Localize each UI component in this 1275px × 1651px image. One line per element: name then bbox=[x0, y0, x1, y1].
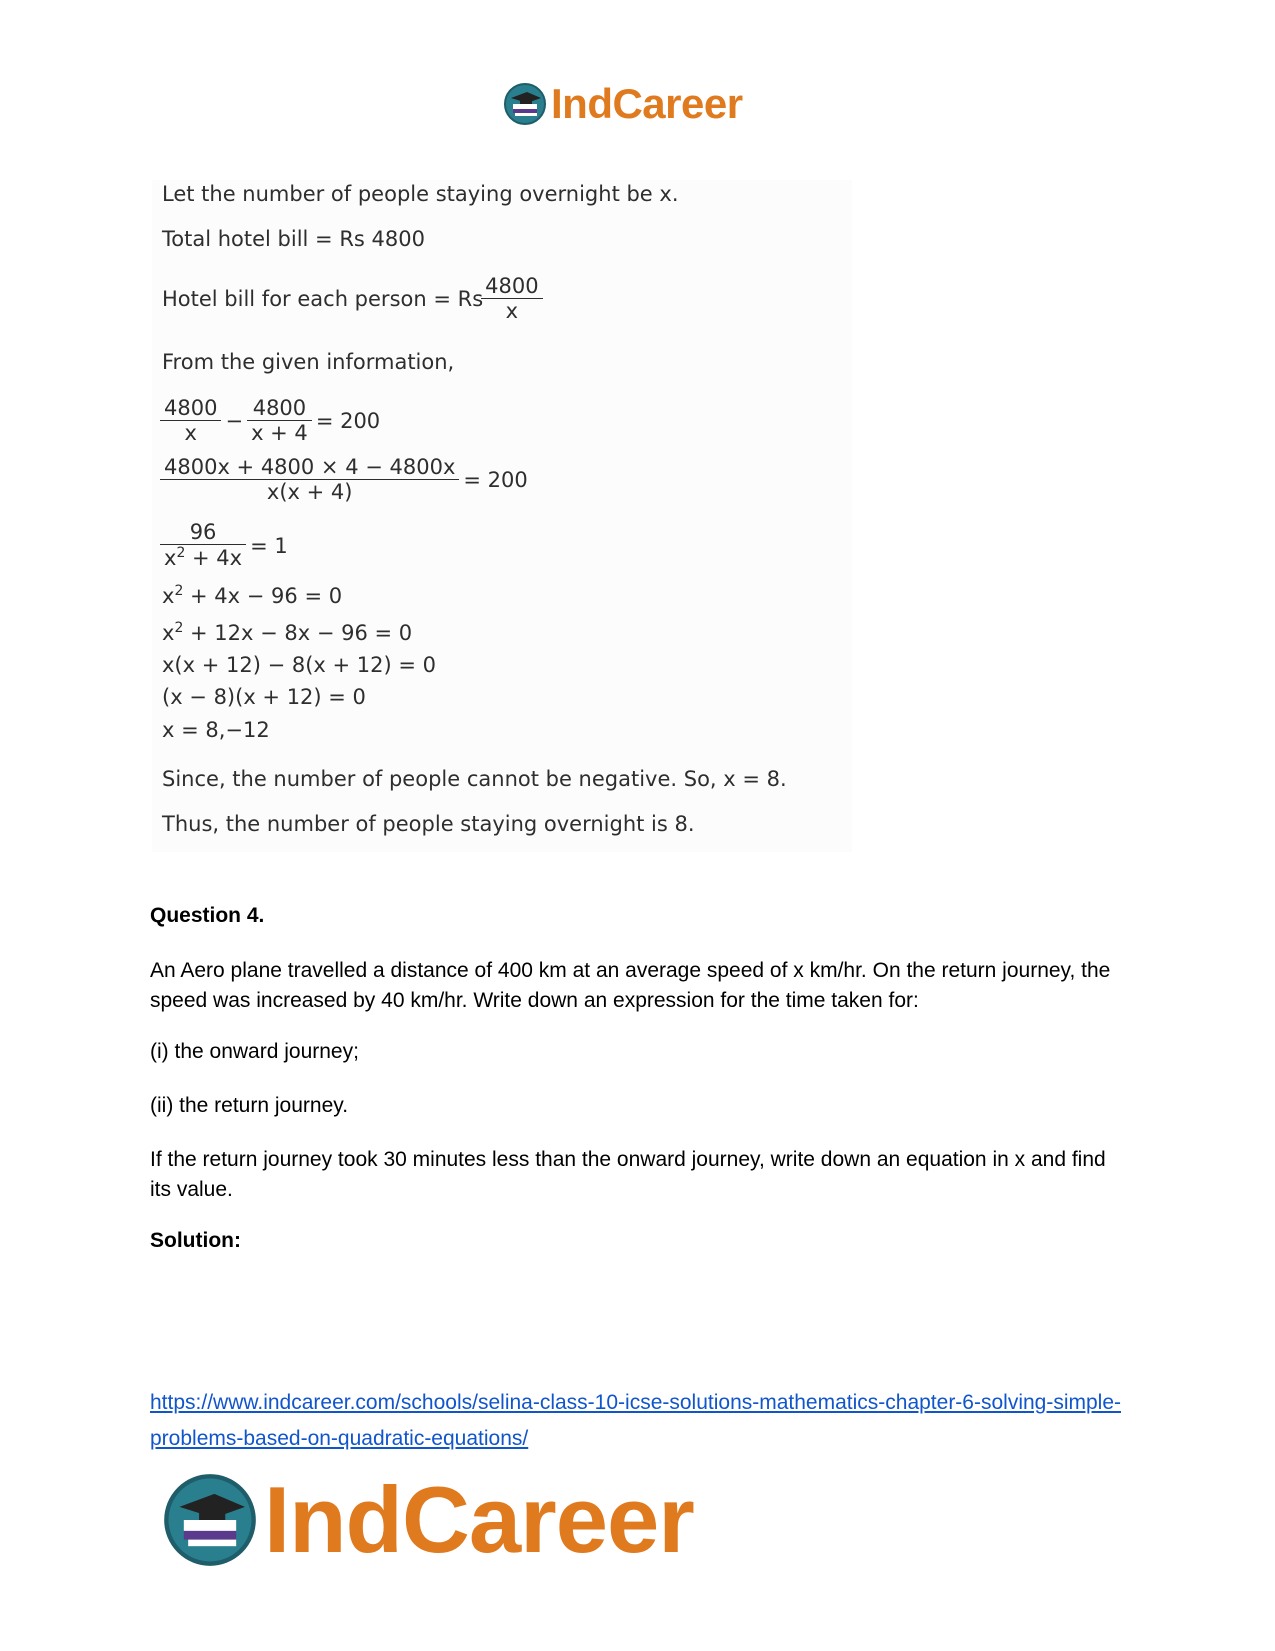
hotel-bill-per-person bbox=[162, 274, 541, 324]
fraction-denominator: x + 4 bbox=[247, 420, 312, 446]
minus-sign: − bbox=[225, 409, 244, 434]
fraction-denominator bbox=[160, 544, 246, 571]
variable: x bbox=[162, 621, 175, 645]
source-link[interactable]: https://www.indcareer.com/schools/selina-class-10-icse-solutions-mathematics-chapter-6-solving-simple-problems-based-on-quadratic-equations/ bbox=[150, 1391, 1122, 1450]
equation-rhs: = 1 bbox=[250, 533, 288, 558]
fraction bbox=[162, 396, 219, 446]
exponent: 2 bbox=[174, 620, 184, 636]
question-item: (i) the onward journey; bbox=[150, 1040, 359, 1063]
question-heading: Question 4. bbox=[150, 904, 265, 927]
equation-rhs: = 200 bbox=[315, 409, 381, 434]
fraction bbox=[162, 520, 244, 571]
equation-rest: + 4x − 96 = 0 bbox=[183, 584, 343, 608]
fraction-numerator: 96 bbox=[189, 520, 217, 544]
variable: x bbox=[164, 546, 177, 571]
solution-line: Hotel bill for each person = Rs bbox=[162, 287, 484, 312]
fraction-denominator: x bbox=[160, 420, 221, 446]
question-paragraph: An Aero plane travelled a distance of 400 km at an average speed of x km/hr. On the return journey, the speed was increased by 40 km/hr. Write down an expression for the time taken for: bbox=[150, 959, 1111, 1012]
solution-label: Solution: bbox=[150, 1229, 241, 1252]
graduation-book-icon bbox=[162, 1472, 258, 1568]
equation-7: (x − 8)(x + 12) = 0 bbox=[162, 685, 366, 709]
fraction-numerator: 4800 bbox=[164, 396, 218, 420]
equation-rhs: = 200 bbox=[463, 468, 528, 493]
graduation-book-icon bbox=[503, 82, 547, 126]
fraction-numerator: 4800 bbox=[252, 396, 307, 420]
equation-8: x = 8,−12 bbox=[162, 718, 270, 742]
logo-wordmark: IndCareer bbox=[551, 80, 743, 127]
equation-6: x(x + 12) − 8(x + 12) = 0 bbox=[162, 653, 437, 677]
exponent: 2 bbox=[174, 583, 184, 599]
fraction-denominator: x bbox=[481, 298, 542, 324]
question-paragraph: If the return journey took 30 minutes less than the onward journey, write down an equation in x and find its value. bbox=[150, 1148, 1106, 1201]
solution-image bbox=[152, 180, 852, 852]
equation-3 bbox=[162, 520, 294, 571]
footer-logo bbox=[162, 1466, 694, 1574]
fraction-numerator: 4800 bbox=[485, 274, 539, 298]
fraction bbox=[483, 274, 540, 324]
exponent: 2 bbox=[176, 545, 186, 562]
fraction bbox=[249, 396, 310, 446]
denominator-rest: + 4x bbox=[185, 546, 243, 571]
fraction bbox=[162, 455, 457, 505]
variable: x bbox=[162, 584, 175, 608]
solution-line: Total hotel bill = Rs 4800 bbox=[162, 227, 425, 251]
logo-wordmark: IndCareer bbox=[264, 1467, 694, 1572]
equation-5 bbox=[162, 620, 412, 645]
solution-line: Let the number of people staying overnight be x. bbox=[162, 182, 679, 206]
solution-line: From the given information, bbox=[162, 350, 455, 374]
solution-line: Since, the number of people cannot be negative. So, x = 8. bbox=[162, 767, 787, 791]
equation-4 bbox=[162, 583, 342, 608]
equation-2 bbox=[162, 455, 534, 505]
fraction-denominator: x(x + 4) bbox=[160, 479, 459, 505]
question-item: (ii) the return journey. bbox=[150, 1094, 349, 1117]
header-logo bbox=[503, 80, 743, 128]
equation-1 bbox=[162, 396, 386, 446]
solution-line: Thus, the number of people staying overnight is 8. bbox=[162, 812, 695, 836]
equation-rest: + 12x − 8x − 96 = 0 bbox=[183, 621, 413, 645]
fraction-numerator: 4800x + 4800 × 4 − 4800x bbox=[164, 455, 456, 479]
